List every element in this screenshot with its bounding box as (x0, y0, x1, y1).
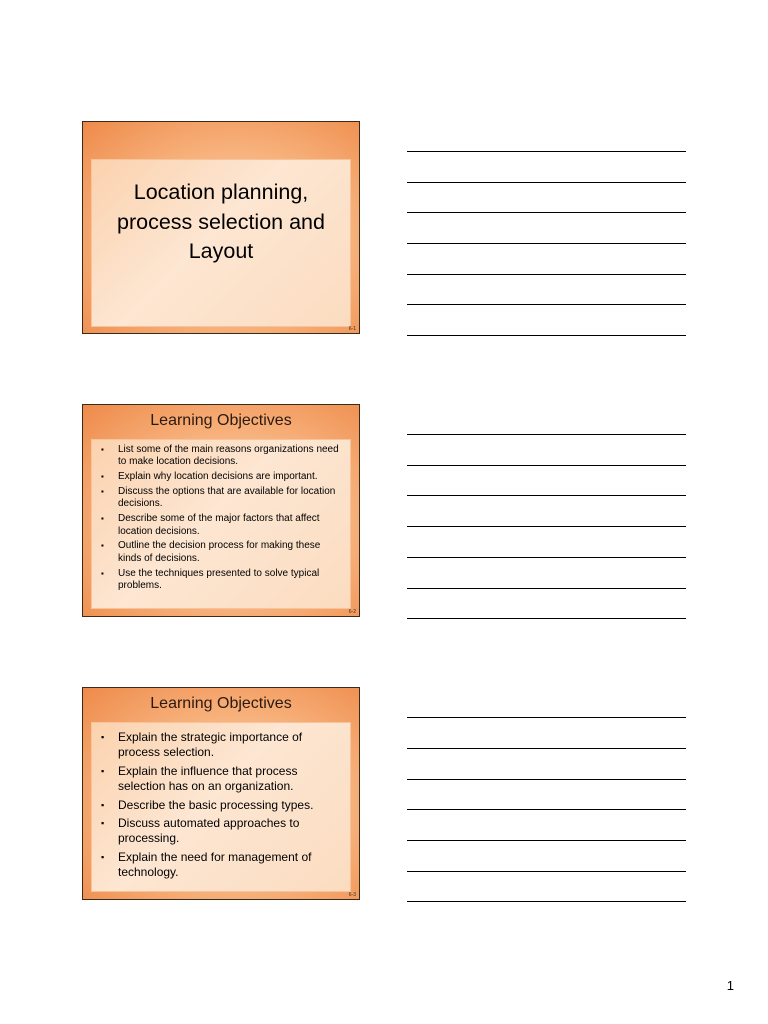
bullet-text: Outline the decision process for making these kinds of decisions. (118, 540, 321, 564)
slide-3 (82, 687, 360, 900)
bullet-text: Describe some of the major factors that affect location decisions. (118, 513, 320, 537)
bullet-icon: ▪ (101, 765, 105, 776)
note-line (407, 618, 686, 619)
note-line (407, 212, 686, 213)
bullet-icon: ▪ (101, 818, 105, 829)
bullet-icon: ▪ (101, 541, 104, 551)
bullet-icon: ▪ (101, 799, 105, 810)
note-line (407, 304, 686, 305)
bullet-item (98, 513, 344, 538)
note-line (407, 809, 686, 810)
bullet-icon: ▪ (101, 568, 104, 578)
note-line (407, 901, 686, 902)
slide-2 (82, 404, 360, 617)
note-line (407, 840, 686, 841)
bullet-icon: ▪ (101, 472, 104, 482)
bullet-text: Explain the need for management of technology. (118, 849, 312, 880)
slide-1 (82, 121, 360, 334)
slide-3-content-panel (91, 722, 351, 892)
note-line (407, 182, 686, 183)
slide-1-title: Location planning, process selection and Layout (117, 180, 325, 263)
bullet-item (98, 471, 344, 483)
slide-1-content-panel (91, 159, 351, 327)
note-line (407, 434, 686, 435)
bullet-text: Explain why location decisions are important. (118, 471, 318, 483)
note-line (407, 871, 686, 872)
note-line (407, 274, 686, 275)
slide-3-number: 6-3 (348, 892, 356, 898)
bullet-text: Explain the influence that process selection has on an organization. (118, 763, 298, 793)
page-number: 1 (726, 978, 734, 993)
bullet-icon: ▪ (101, 445, 104, 454)
bullet-item (98, 730, 344, 760)
bullet-text: Discuss the options that are available for location decisions. (118, 486, 336, 510)
note-line (407, 748, 686, 749)
bullet-icon: ▪ (101, 732, 105, 742)
note-line (407, 717, 686, 718)
bullet-icon: ▪ (101, 487, 104, 497)
bullet-text: Describe the basic processing types. (118, 797, 314, 812)
note-line (407, 151, 686, 152)
note-line (407, 588, 686, 589)
note-line (407, 779, 686, 780)
slide-2-content-panel (91, 439, 351, 609)
slide-2-bullet-list (98, 444, 344, 595)
bullet-item (98, 540, 344, 565)
note-line (407, 243, 686, 244)
bullet-item (98, 568, 344, 593)
bullet-text: Use the techniques presented to solve typical problems. (118, 567, 320, 591)
bullet-item (98, 486, 344, 511)
slide-2-heading: Learning Objectives (150, 412, 292, 429)
bullet-item (98, 798, 344, 813)
slide-2-number: 6-2 (348, 609, 356, 615)
slide-3-heading: Learning Objectives (150, 695, 292, 712)
slide-1-number: 6-1 (348, 326, 356, 332)
note-line (407, 495, 686, 496)
note-line (407, 465, 686, 466)
note-line (407, 526, 686, 527)
bullet-icon: ▪ (101, 514, 104, 524)
bullet-text: List some of the main reasons organizations need to make location decisions. (118, 444, 339, 468)
bullet-item (98, 764, 344, 794)
note-line (407, 557, 686, 558)
bullet-item (98, 444, 344, 469)
bullet-text: Explain the strategic importance of process selection. (118, 730, 303, 760)
note-line (407, 335, 686, 336)
bullet-item (98, 816, 344, 846)
bullet-icon: ▪ (101, 851, 105, 862)
slide-3-bullet-list (98, 730, 344, 884)
bullet-item (98, 850, 344, 880)
bullet-text: Discuss automated approaches to processing. (118, 816, 300, 846)
